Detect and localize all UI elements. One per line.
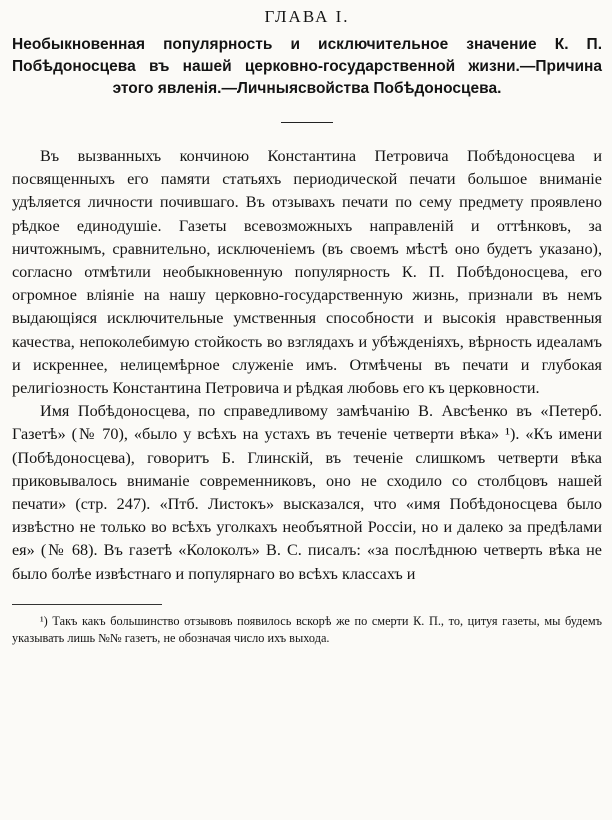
body-text — [12, 145, 602, 586]
footnote-separator — [12, 604, 162, 605]
paragraph-2: Имя Побѣдоносцева, по справедливому замѣчанію В. Авсѣенко въ «Петерб. Газетѣ» (№ 70), «было у всѣхъ на устахъ въ теченіе четверти вѣка» ¹). «Къ имени (Побѣдоносцева), говоритъ Б. Глинскій, въ теченіе слишкомъ четверти вѣка приковывалось вниманіе современниковъ, оно не сходило со столбцовъ нашей печати» (стр. 247). «Птб. Листокъ» высказался, что «имя Побѣдоносцева было извѣстно не только во всѣхъ уголкахъ необъятной Россіи, но и далеко за предѣлами ея» (№ 68). Въ газетѣ «Колоколъ» В. С. писалъ: «за послѣднюю четверть вѣка не было болѣе извѣстнаго и популярнаго во всѣхъ классахъ и — [12, 402, 602, 583]
title-divider — [281, 122, 333, 123]
footnote — [12, 613, 602, 647]
paragraph-1: Въ вызванныхъ кончиною Константина Петровича Побѣдоносцева и посвященныхъ его памяти статьяхъ периодической печати большое вниманіе удѣляется личности почившаго. Въ отзывахъ печати по сему предмету проявлено рѣдкое единодушіе. Газеты всевозможныхъ направленій и оттѣнковъ, за ничтожнымъ, сравнительно, исключеніемъ (въ своемъ мѣстѣ оно будетъ указано), согласно отмѣтили необыкновенную популярность К. П. Побѣдоносцева, его огромное вліяніе на нашу церковно-государственную жизнь, признали въ немъ выдающіяся исключительные умственныя способности и высокія нравственныя качества, непоколебимую стойкость во взглядахъ и убѣжденіяхъ, вѣрность идеаламъ и искреннее, нелицемѣрное служеніе имъ. Отмѣчены въ печати и глубокая религіозность Константина Петровича и рѣдкая любовь его къ церковности. — [12, 147, 602, 398]
chapter-heading: ГЛАВА I. — [264, 7, 350, 26]
chapter-title: Необыкновенная популярность и исключительное значение К. П. Побѣдоносцева въ нашей церковно-государственной жизни.—Причина этого явленія.—Личныясвойства Побѣдоносцева. — [12, 36, 602, 97]
footnote-text: ¹) Такъ какъ большинство отзывовъ появилось вскорѣ же по смерти К. П., то, цитуя газеты, мы будемъ указывать лишь №№ газетъ, не обозначая число ихъ выхода. — [12, 613, 602, 645]
